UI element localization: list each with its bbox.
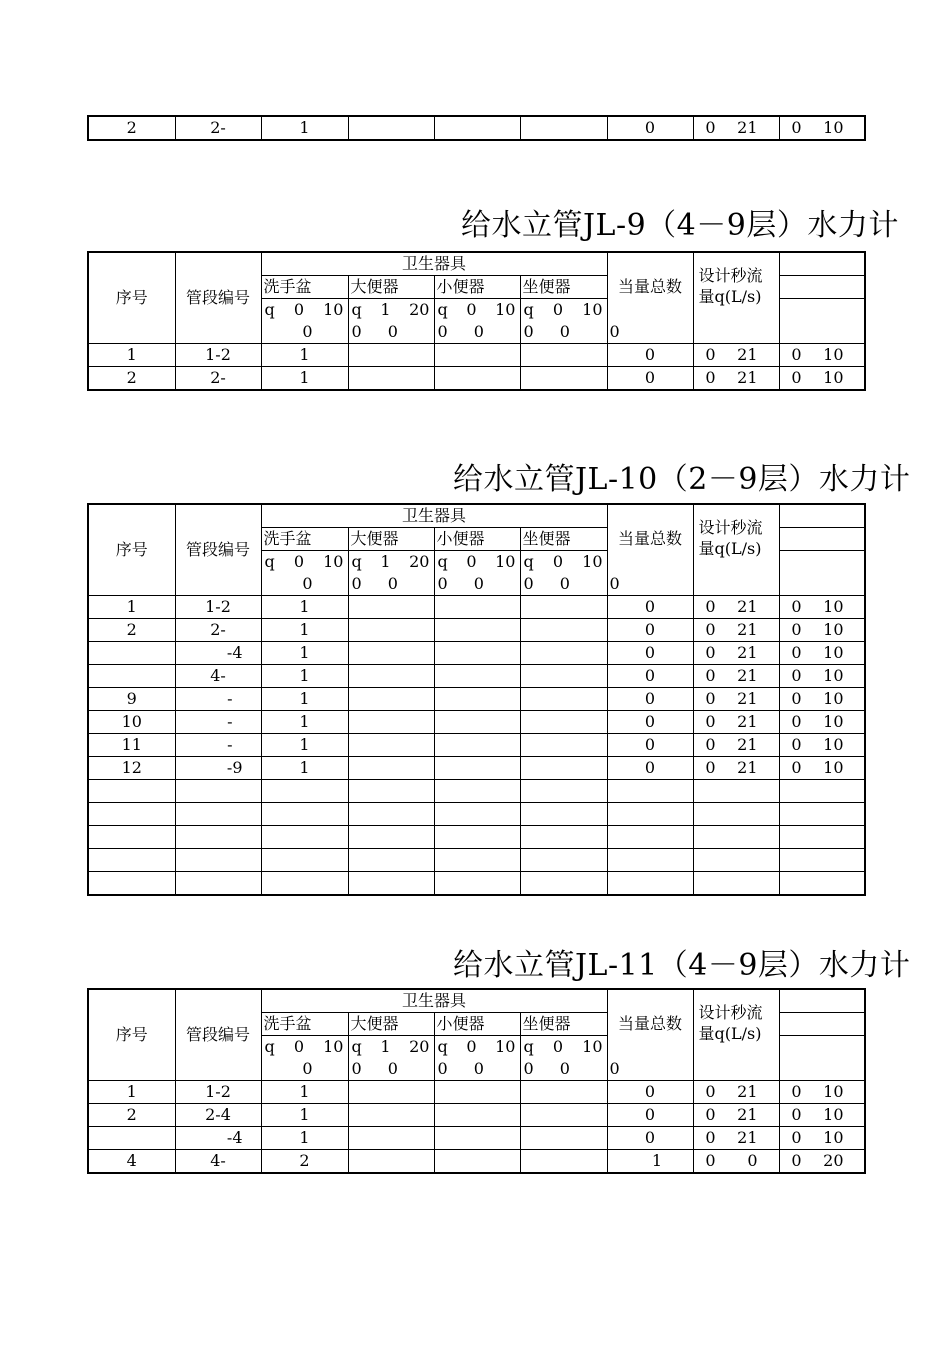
basin-cell: 1 (261, 596, 348, 619)
basin-cell: 1 (261, 344, 348, 367)
total-cell: 0 (607, 757, 693, 780)
header-seq: 序号 (88, 252, 175, 344)
header-total: 当量总数 (607, 252, 693, 321)
header-flow: 设计秒流 量q(L/s) (693, 504, 779, 573)
segment-cell: 2-4 (175, 1104, 261, 1127)
header-row (88, 504, 865, 528)
header-flow: 设计秒流 量q(L/s) (693, 252, 779, 321)
table-row (88, 757, 865, 780)
flow-cell: 0 21 (693, 1081, 779, 1104)
header-basin: 洗手盆 (261, 276, 348, 299)
segment-cell: 2- (175, 619, 261, 642)
basin-cell: 1 (261, 1127, 348, 1150)
extra-cell: 0 10 (779, 1127, 865, 1150)
seq-cell: 4 (88, 1150, 175, 1174)
total-cell: 0 (607, 688, 693, 711)
header-toilet: 大便器 (348, 528, 434, 551)
header-basin-q2: 0 (261, 321, 348, 344)
seq-cell: 1 (88, 596, 175, 619)
header-flow: 设计秒流 量q(L/s) (693, 989, 779, 1058)
segment-cell: 4- (175, 1150, 261, 1174)
total-cell: 0 (607, 665, 693, 688)
header-total-q2: 0 (607, 1058, 693, 1081)
table-title-jl11: 给水立管JL-11（4－9层）水力计 (453, 948, 911, 983)
empty-row (88, 780, 865, 803)
header-urinal-q: q 0 10 (434, 1036, 520, 1059)
empty-row (88, 803, 865, 826)
seq-cell: 10 (88, 711, 175, 734)
extra-cell: 0 10 (779, 1104, 865, 1127)
table-row (88, 1127, 865, 1150)
header-urinal: 小便器 (434, 276, 520, 299)
total-cell: 0 (607, 596, 693, 619)
header-row (88, 252, 865, 276)
total-cell: 0 (607, 1127, 693, 1150)
header-basin-q: q 0 10 (261, 551, 348, 574)
table-title-jl10: 给水立管JL-10（2－9层）水力计 (453, 462, 911, 497)
extra-cell: 0 10 (779, 116, 865, 140)
segment-cell: 1-2 (175, 1081, 261, 1104)
table-row (88, 711, 865, 734)
header-urinal-q2: 0 0 (434, 321, 520, 344)
table-row (88, 1081, 865, 1104)
table-row (88, 367, 865, 391)
segment-cell: 4- (175, 665, 261, 688)
header-seq: 序号 (88, 504, 175, 596)
flow-cell: 0 21 (693, 1104, 779, 1127)
extra-cell: 0 10 (779, 665, 865, 688)
header-urinal-q2: 0 0 (434, 1058, 520, 1081)
header-seat: 坐便器 (520, 1013, 607, 1036)
empty-row (88, 849, 865, 872)
basin-cell: 1 (261, 1104, 348, 1127)
table-row (88, 1150, 865, 1174)
flow-cell: 0 21 (693, 1127, 779, 1150)
segment-cell: -4 (175, 642, 261, 665)
basin-cell: 1 (261, 665, 348, 688)
header-basin-q: q 0 10 (261, 299, 348, 322)
header-seat-q2: 0 0 (520, 1058, 607, 1081)
basin-cell: 1 (261, 688, 348, 711)
table-row (88, 734, 865, 757)
seq-cell (88, 1127, 175, 1150)
header-toilet-q: q 1 20 (348, 1036, 434, 1059)
total-cell: 1 (607, 1150, 693, 1174)
table-row (88, 344, 865, 367)
basin-cell: 1 (261, 116, 348, 140)
seq-cell (88, 665, 175, 688)
segment-cell: - (175, 711, 261, 734)
basin-cell: 2 (261, 1150, 348, 1174)
table-row (88, 116, 865, 140)
seq-cell: 12 (88, 757, 175, 780)
table-row (88, 596, 865, 619)
header-toilet-q: q 1 20 (348, 299, 434, 322)
header-toilet: 大便器 (348, 276, 434, 299)
segment-cell: 1-2 (175, 344, 261, 367)
extra-cell: 0 10 (779, 367, 865, 391)
segment-cell: - (175, 688, 261, 711)
header-urinal: 小便器 (434, 1013, 520, 1036)
header-fixtures: 卫生器具 (261, 252, 607, 276)
flow-cell: 0 21 (693, 757, 779, 780)
header-seat-q: q 0 10 (520, 299, 607, 322)
extra-cell: 0 10 (779, 734, 865, 757)
total-cell: 0 (607, 711, 693, 734)
extra-cell: 0 10 (779, 1081, 865, 1104)
segment-cell: 1-2 (175, 596, 261, 619)
flow-cell: 0 21 (693, 734, 779, 757)
table-row (88, 1104, 865, 1127)
seq-cell: 2 (88, 619, 175, 642)
total-cell: 0 (607, 344, 693, 367)
segment-cell: -4 (175, 1127, 261, 1150)
header-toilet-q2: 0 0 (348, 1058, 434, 1081)
header-basin-q2: 0 (261, 573, 348, 596)
extra-cell: 0 10 (779, 596, 865, 619)
flow-cell: 0 21 (693, 116, 779, 140)
empty-row (88, 826, 865, 849)
header-basin-q: q 0 10 (261, 1036, 348, 1059)
table-row (88, 619, 865, 642)
total-cell: 0 (607, 1081, 693, 1104)
header-toilet-q2: 0 0 (348, 573, 434, 596)
header-toilet: 大便器 (348, 1013, 434, 1036)
total-cell: 0 (607, 642, 693, 665)
extra-cell: 0 10 (779, 619, 865, 642)
flow-cell: 0 21 (693, 596, 779, 619)
segment-cell: - (175, 734, 261, 757)
basin-cell: 1 (261, 1081, 348, 1104)
total-cell: 0 (607, 619, 693, 642)
flow-cell: 0 21 (693, 642, 779, 665)
extra-cell: 0 20 (779, 1150, 865, 1174)
basin-cell: 1 (261, 711, 348, 734)
flow-cell: 0 21 (693, 665, 779, 688)
flow-cell: 0 21 (693, 344, 779, 367)
header-seat: 坐便器 (520, 276, 607, 299)
header-basin: 洗手盆 (261, 528, 348, 551)
basin-cell: 1 (261, 642, 348, 665)
header-seat-q: q 0 10 (520, 1036, 607, 1059)
header-total-q2: 0 (607, 573, 693, 596)
header-urinal: 小便器 (434, 528, 520, 551)
header-total: 当量总数 (607, 504, 693, 573)
total-cell: 0 (607, 367, 693, 391)
header-row (88, 989, 865, 1013)
flow-cell: 0 21 (693, 711, 779, 734)
header-urinal-q: q 0 10 (434, 299, 520, 322)
seq-cell (88, 642, 175, 665)
flow-cell: 0 21 (693, 619, 779, 642)
seq-cell: 2 (88, 116, 175, 140)
header-seat-q: q 0 10 (520, 551, 607, 574)
basin-cell: 1 (261, 367, 348, 391)
table-row (88, 688, 865, 711)
seq-cell: 1 (88, 1081, 175, 1104)
segment-cell: 2- (175, 367, 261, 391)
extra-cell: 0 10 (779, 344, 865, 367)
header-urinal-q2: 0 0 (434, 573, 520, 596)
flow-cell: 0 21 (693, 688, 779, 711)
segment-cell: -9 (175, 757, 261, 780)
header-toilet-q: q 1 20 (348, 551, 434, 574)
extra-cell: 0 10 (779, 711, 865, 734)
seq-cell: 9 (88, 688, 175, 711)
header-fixtures: 卫生器具 (261, 504, 607, 528)
empty-row (88, 872, 865, 896)
header-seat-q2: 0 0 (520, 321, 607, 344)
table-row (88, 665, 865, 688)
total-cell: 0 (607, 116, 693, 140)
extra-cell: 0 10 (779, 642, 865, 665)
header-basin: 洗手盆 (261, 1013, 348, 1036)
basin-cell: 1 (261, 734, 348, 757)
header-seq: 序号 (88, 989, 175, 1081)
hydraulic-table-jl11 (87, 988, 866, 1174)
header-total-q2: 0 (607, 321, 693, 344)
header-fixtures: 卫生器具 (261, 989, 607, 1013)
seq-cell: 2 (88, 367, 175, 391)
basin-cell: 1 (261, 757, 348, 780)
header-total: 当量总数 (607, 989, 693, 1058)
top-partial-table (87, 115, 866, 141)
flow-cell: 0 21 (693, 367, 779, 391)
header-segment: 管段编号 (175, 504, 261, 596)
header-seat: 坐便器 (520, 528, 607, 551)
header-basin-q2: 0 (261, 1058, 348, 1081)
hydraulic-table-jl9 (87, 251, 866, 391)
seq-cell: 1 (88, 344, 175, 367)
extra-cell: 0 10 (779, 688, 865, 711)
header-segment: 管段编号 (175, 252, 261, 344)
basin-cell: 1 (261, 619, 348, 642)
flow-cell: 0 0 (693, 1150, 779, 1174)
header-urinal-q: q 0 10 (434, 551, 520, 574)
table-row (88, 642, 865, 665)
hydraulic-table-jl10 (87, 503, 866, 896)
total-cell: 0 (607, 734, 693, 757)
header-toilet-q2: 0 0 (348, 321, 434, 344)
header-segment: 管段编号 (175, 989, 261, 1081)
seq-cell: 2 (88, 1104, 175, 1127)
total-cell: 0 (607, 1104, 693, 1127)
header-seat-q2: 0 0 (520, 573, 607, 596)
extra-cell: 0 10 (779, 757, 865, 780)
segment-cell: 2- (175, 116, 261, 140)
seq-cell: 11 (88, 734, 175, 757)
table-title-jl9: 给水立管JL-9（4－9层）水力计 (461, 208, 899, 243)
